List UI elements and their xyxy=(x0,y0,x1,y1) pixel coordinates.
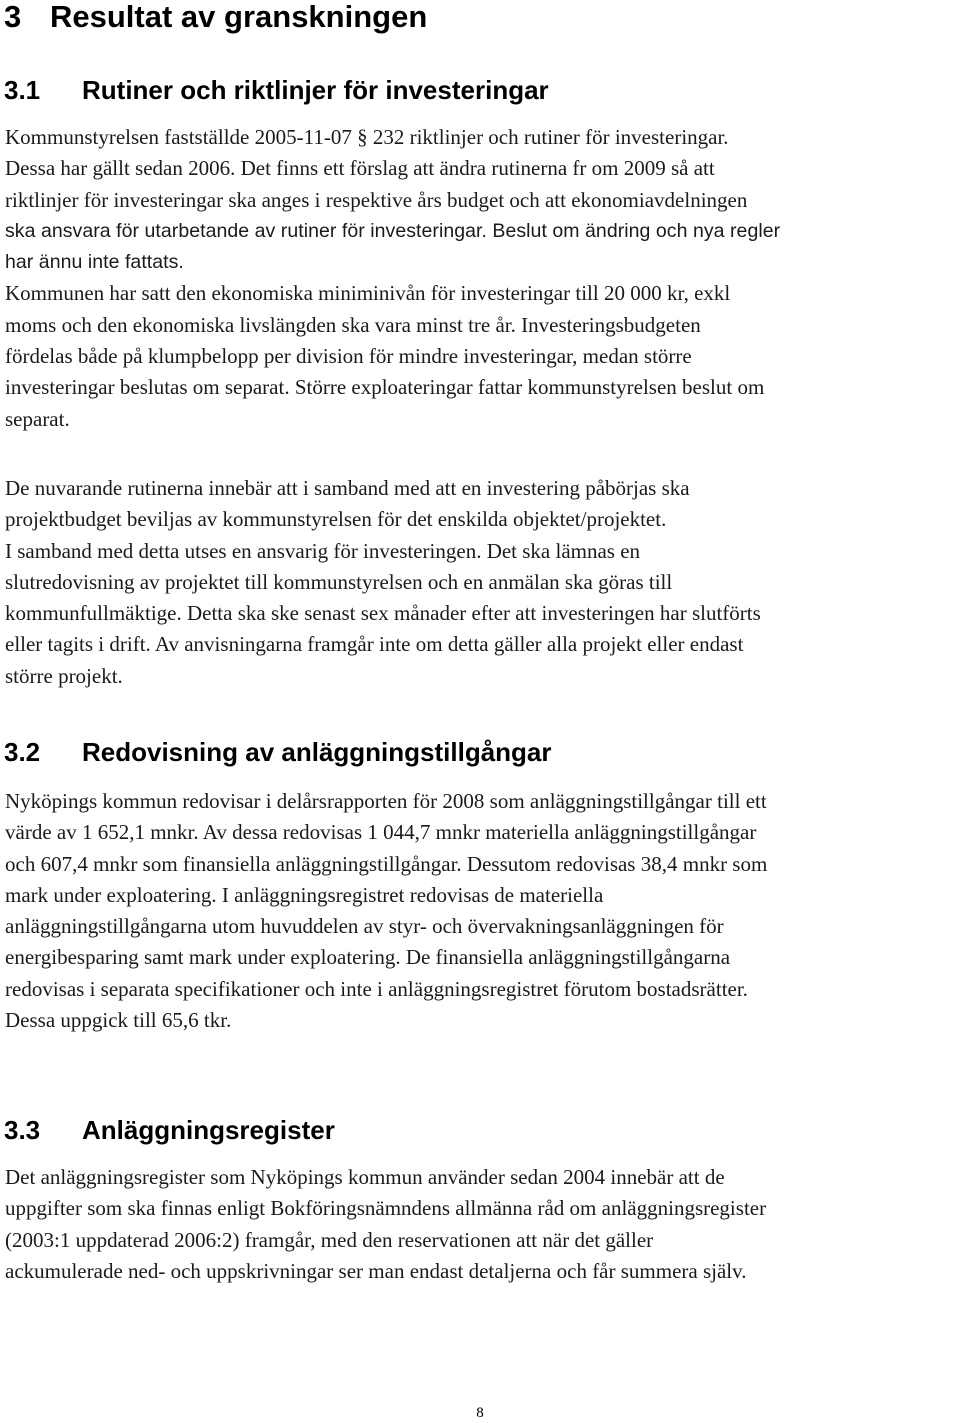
text-line: fördelas både på klumpbelopp per division för mindre investeringar, medan större xyxy=(5,344,692,369)
text-line: investeringar beslutas om separat. Större exploateringar fattar kommunstyrelsen beslut om xyxy=(5,375,765,400)
text-line: har ännu inte fattats. xyxy=(5,251,184,274)
section-3-1-paragraph-1 xyxy=(5,122,957,435)
text-line: uppgifter som ska finnas enligt Bokföringsnämndens allmänna råd om anläggningsregister xyxy=(5,1196,767,1221)
page-number: 8 xyxy=(476,1405,484,1421)
section-3-2-paragraph xyxy=(5,786,957,1036)
text-line: eller tagits i drift. Av anvisningarna framgår inte om detta gäller alla projekt eller endast xyxy=(5,632,744,657)
section-3-3-heading xyxy=(4,1114,335,1146)
text-line: värde av 1 652,1 mnkr. Av dessa redovisas 1 044,7 mnkr materiella anläggningstillgångar xyxy=(5,820,757,845)
text-line: Kommunen har satt den ekonomiska miniminivån för investeringar till 20 000 kr, exkl xyxy=(5,281,731,306)
text-line: Nyköpings kommun redovisar i delårsrapporten för 2008 som anläggningstillgångar till ett xyxy=(5,789,767,813)
section-number: 3.2 xyxy=(4,737,41,767)
text-line: redovisas i separata specifikationer och inte i anläggningsregistret förutom bostadsrätter. xyxy=(5,976,748,1001)
text-line: (2003:1 uppdaterad 2006:2) framgår, med den reservationen att när det gäller xyxy=(5,1227,654,1252)
section-3-heading xyxy=(4,0,427,36)
text-line: De nuvarande rutinerna innebär att i samband med att en investering påbörjas ska xyxy=(5,476,690,500)
text-line: slutredovisning av projektet till kommunstyrelsen och en anmälan ska göras till xyxy=(5,569,673,594)
section-title: Anläggningsregister xyxy=(82,1115,335,1145)
text-line: I samband med detta utses en ansvarig för investeringen. Det ska lämnas en xyxy=(5,538,641,563)
text-line: ackumulerade ned- och uppskrivningar ser man endast detaljerna och får summera själv. xyxy=(5,1258,747,1283)
section-title: Redovisning av anläggningstillgångar xyxy=(82,737,552,767)
section-3-1-paragraph-2 xyxy=(5,473,957,692)
text-line: Dessa uppgick till 65,6 tkr. xyxy=(5,1008,232,1033)
section-number: 3 xyxy=(4,0,22,34)
section-3-1-heading xyxy=(4,74,549,106)
text-line: ska ansvara för utarbetande av rutiner för investeringar. Beslut om ändring och nya regler xyxy=(5,219,781,242)
section-number: 3.3 xyxy=(4,1115,41,1145)
text-line: moms och den ekonomiska livslängden ska vara minst tre år. Investeringsbudgeten xyxy=(5,312,701,337)
text-line: anläggningstillgångarna utom huvuddelen av styr- och övervakningsanläggningen för xyxy=(5,914,724,939)
text-line: större projekt. xyxy=(5,663,123,688)
text-line: riktlinjer för investeringar ska anges i respektive års budget och att ekonomiavdelningen xyxy=(5,187,748,212)
text-line: projektbudget beviljas av kommunstyrelsen för det enskilda objektet/projektet. xyxy=(5,507,667,532)
section-3-2-heading xyxy=(4,736,552,768)
text-line: Det anläggningsregister som Nyköpings kommun använder sedan 2004 innebär att de xyxy=(5,1165,725,1189)
section-title: Rutiner och riktlinjer för investeringar xyxy=(82,75,549,105)
text-line: mark under exploatering. I anläggningsregistret redovisas de materiella xyxy=(5,882,604,907)
section-3-3-paragraph xyxy=(5,1162,957,1287)
section-title: Resultat av granskningen xyxy=(50,0,428,34)
section-number: 3.1 xyxy=(4,75,41,105)
text-line: energibesparing samt mark under exploatering. De finansiella anläggningstillgångarna xyxy=(5,945,731,970)
text-line: kommunfullmäktige. Detta ska ske senast sex månader efter att investeringen har slutförts xyxy=(5,601,761,626)
text-line: separat. xyxy=(5,406,70,431)
text-line: Kommunstyrelsen fastställde 2005-11-07 § 232 riktlinjer och rutiner för investeringar. xyxy=(5,125,729,149)
text-line: och 607,4 mnkr som finansiella anläggningstillgångar. Dessutom redovisas 38,4 mnkr som xyxy=(5,851,768,876)
text-line: Dessa har gällt sedan 2006. Det finns ett förslag att ändra rutinerna fr om 2009 så att xyxy=(5,156,715,181)
